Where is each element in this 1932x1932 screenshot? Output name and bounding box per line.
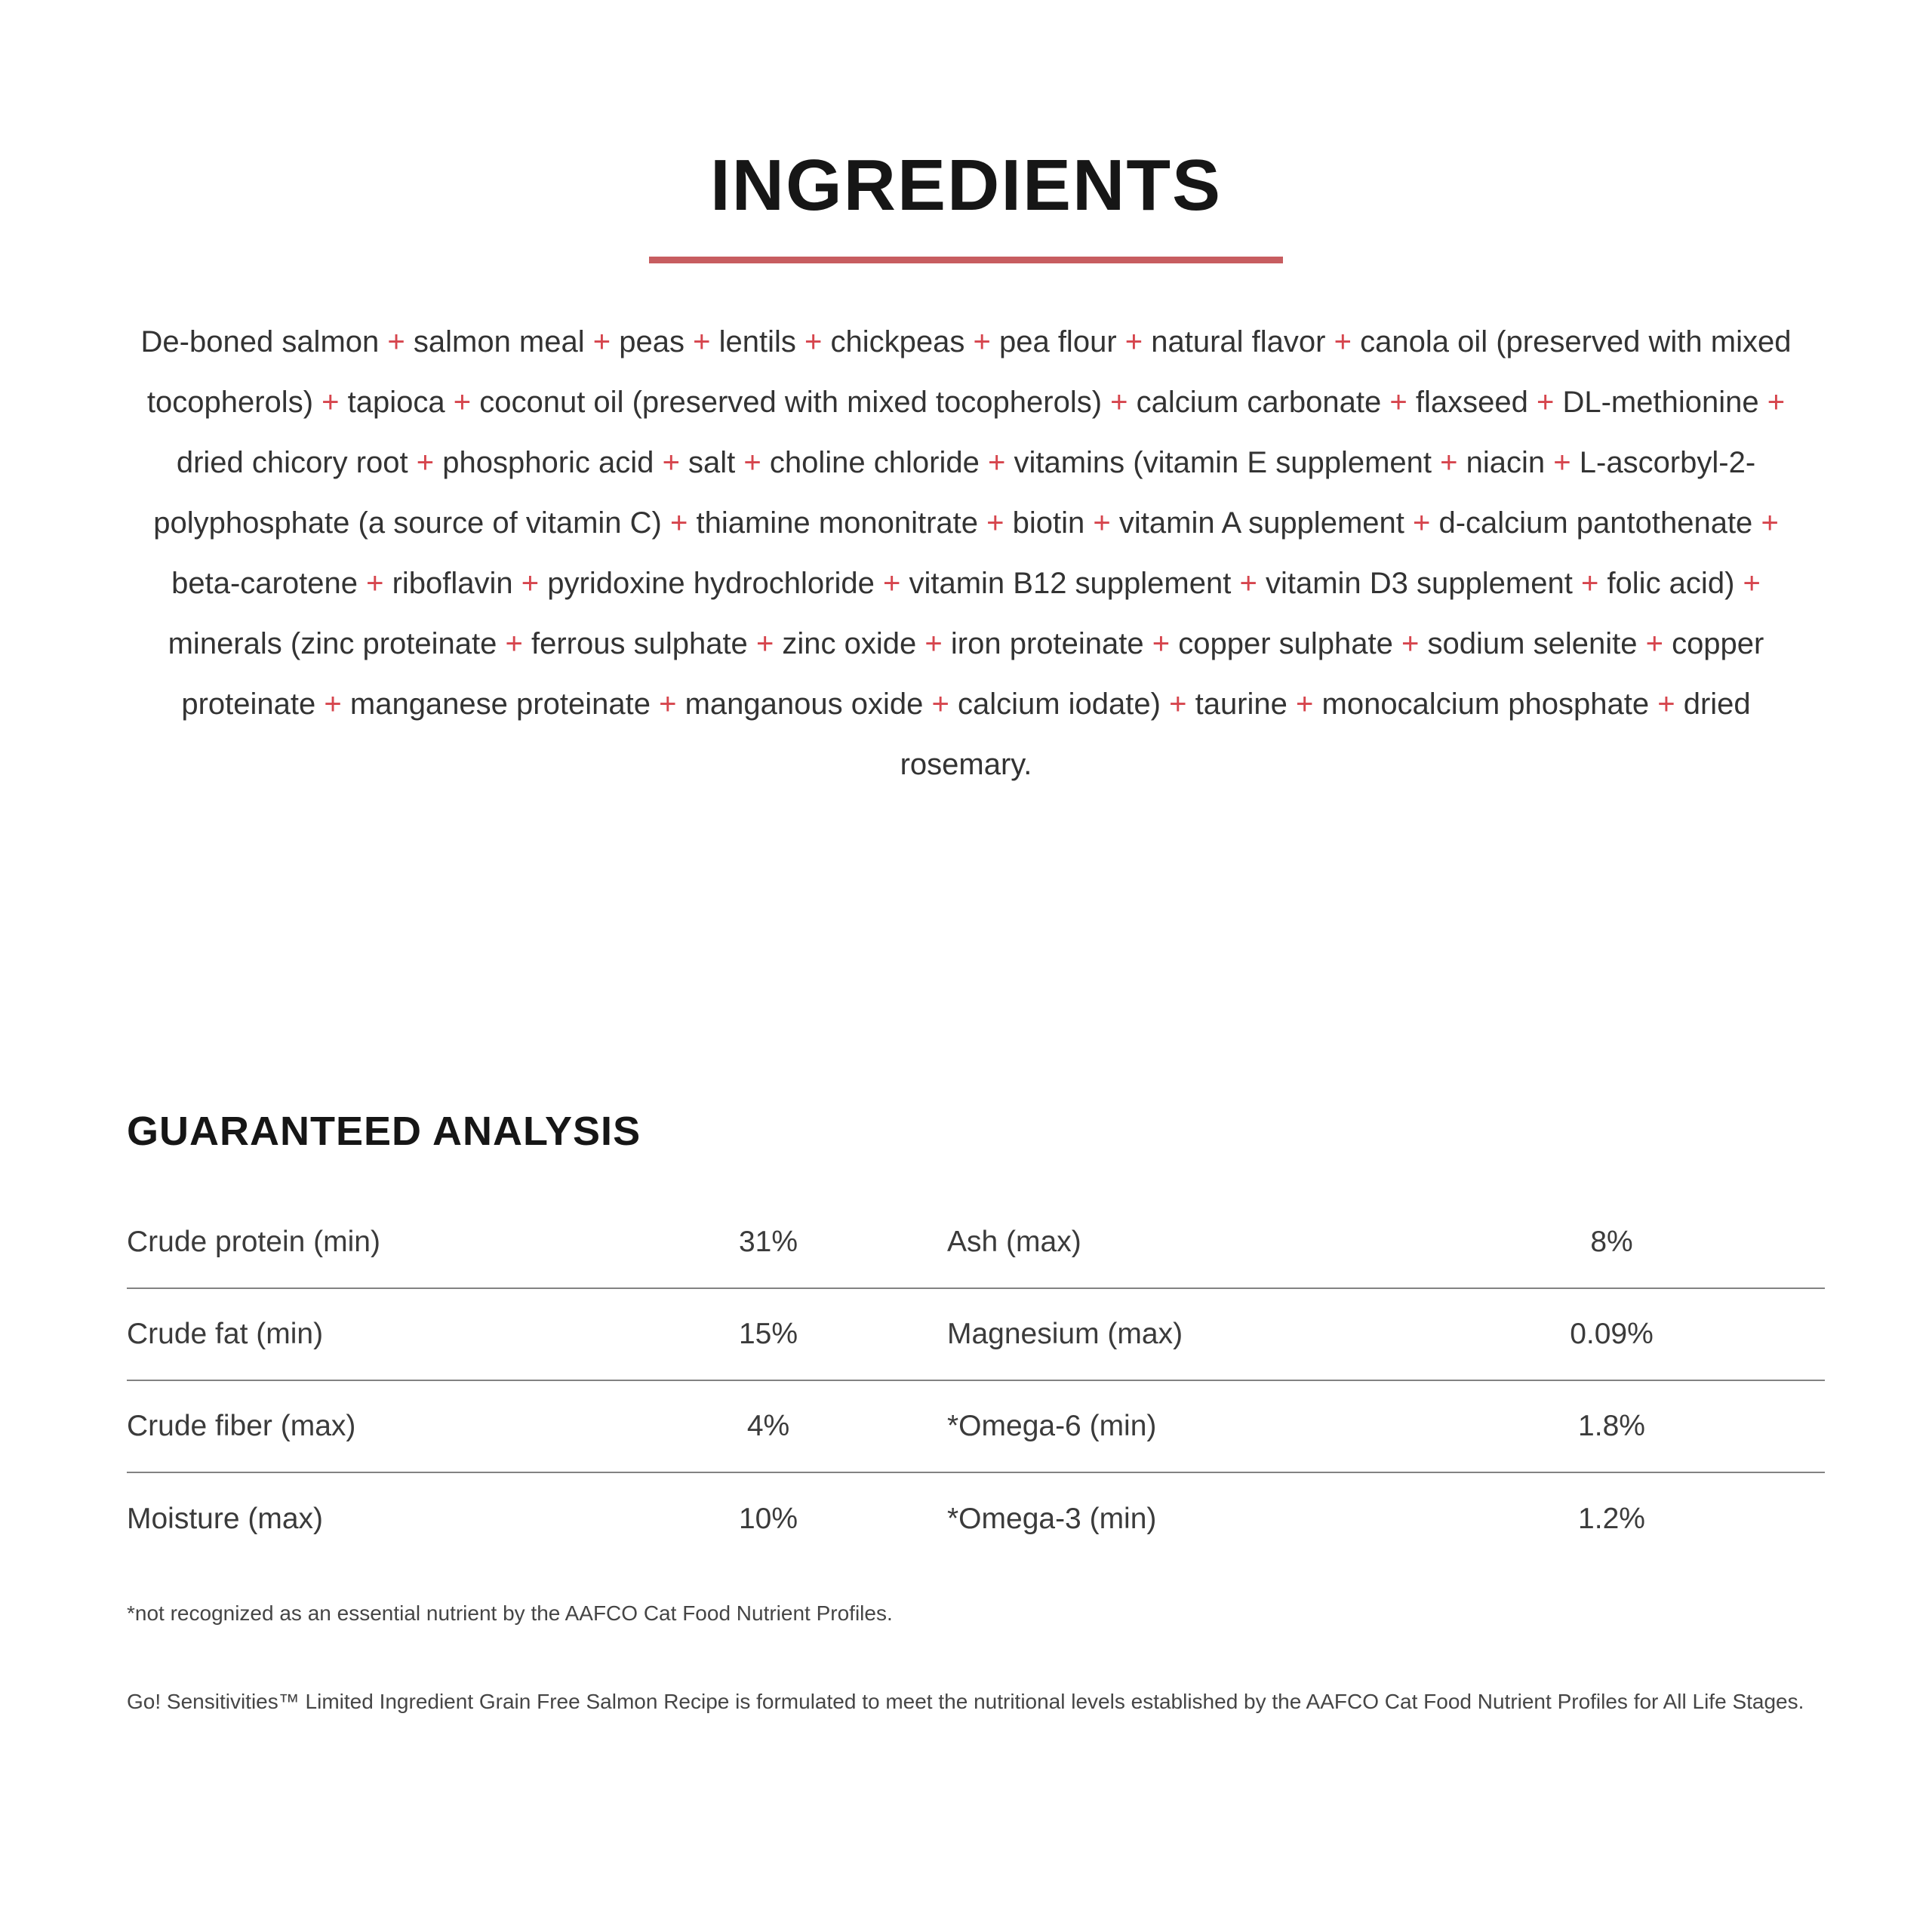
ingredient-item: zinc oxide — [782, 627, 917, 660]
ingredient-item: niacin — [1466, 446, 1546, 479]
ingredients-header — [0, 0, 1932, 263]
ingredient-item: folic acid) — [1607, 567, 1735, 600]
plus-separator: + — [804, 325, 823, 358]
plus-separator: + — [1124, 325, 1143, 358]
plus-separator: + — [1093, 506, 1111, 540]
plus-separator: + — [670, 506, 688, 540]
ingredient-item: vitamin D3 supplement — [1265, 567, 1573, 600]
nutrient-label: Crude protein (min) — [127, 1226, 380, 1258]
analysis-row — [127, 1289, 1825, 1381]
nutrient-value: 1.2% — [1578, 1503, 1645, 1535]
ingredient-item: natural flavor — [1151, 325, 1326, 358]
plus-separator: + — [1401, 627, 1420, 660]
ingredient-item: DL-methionine — [1562, 386, 1759, 419]
ingredient-item: lentils — [718, 325, 796, 358]
ingredient-item: vitamin A supplement — [1118, 506, 1404, 540]
nutrient-value: 8% — [1590, 1226, 1633, 1258]
nutrient-value: 1.8% — [1578, 1410, 1645, 1442]
ingredient-item: manganese proteinate — [349, 688, 651, 721]
ingredient-item: sodium selenite — [1427, 627, 1638, 660]
guaranteed-analysis-title: GUARANTEED ANALYSIS — [127, 1109, 641, 1154]
ingredient-item: copper proteinate — [181, 627, 1764, 721]
ingredient-item: monocalcium phosphate — [1321, 688, 1650, 721]
plus-separator: + — [973, 325, 991, 358]
ingredient-item: thiamine mononitrate — [696, 506, 979, 540]
ingredient-item: vitamins (vitamin E supplement — [1014, 446, 1432, 479]
plus-separator: + — [1553, 446, 1571, 479]
ingredient-item: pyridoxine hydrochloride — [547, 567, 875, 600]
plus-separator: + — [1440, 446, 1458, 479]
plus-separator: + — [1413, 506, 1431, 540]
ingredient-item: canola oil (preserved with mixed tocopherols) — [146, 325, 1792, 419]
plus-separator: + — [1536, 386, 1555, 419]
formulation-statement: Go! Sensitivities™ Limited Ingredient Grain Free Salmon Recipe is formulated to meet the nutritional levels established by the AAFCO Cat Food Nutrient Profiles for All Life Stages. — [127, 1690, 1804, 1713]
plus-separator: + — [882, 567, 901, 600]
ingredient-item: manganous oxide — [685, 688, 924, 721]
plus-separator: + — [1761, 506, 1779, 540]
plus-separator: + — [662, 446, 680, 479]
ingredients-paragraph — [117, 312, 1815, 795]
ingredient-item: calcium carbonate — [1136, 386, 1382, 419]
plus-separator: + — [659, 688, 677, 721]
ingredient-item: biotin — [1012, 506, 1085, 540]
plus-separator: + — [1580, 567, 1599, 600]
plus-separator: + — [321, 386, 340, 419]
ingredient-item: pea flour — [998, 325, 1117, 358]
ingredient-item: calcium iodate) — [957, 688, 1161, 721]
plus-separator: + — [366, 567, 384, 600]
plus-separator: + — [416, 446, 435, 479]
plus-separator: + — [1334, 325, 1352, 358]
ingredient-item: salmon meal — [413, 325, 585, 358]
ingredient-item: iron proteinate — [950, 627, 1144, 660]
plus-separator: + — [1657, 688, 1675, 721]
plus-separator: + — [743, 446, 761, 479]
plus-separator: + — [1645, 627, 1663, 660]
ingredient-item: tapioca — [347, 386, 445, 419]
nutrient-value: 10% — [738, 1503, 798, 1535]
ingredient-item: coconut oil (preserved with mixed tocopherols) — [479, 386, 1103, 419]
ingredient-item: flaxseed — [1415, 386, 1528, 419]
ingredient-item: copper sulphate — [1178, 627, 1393, 660]
analysis-row — [127, 1197, 1825, 1289]
ingredient-item: peas — [619, 325, 685, 358]
ingredient-item: salt — [688, 446, 736, 479]
ingredient-item: taurine — [1195, 688, 1287, 721]
ingredient-item: minerals (zinc proteinate — [168, 627, 497, 660]
plus-separator: + — [755, 627, 774, 660]
plus-separator: + — [1389, 386, 1407, 419]
plus-separator: + — [592, 325, 611, 358]
plus-separator: + — [453, 386, 472, 419]
guaranteed-analysis-section — [127, 1111, 1825, 1719]
nutrient-label: *Omega-3 (min) — [947, 1503, 1157, 1535]
nutrient-label: *Omega-6 (min) — [947, 1410, 1157, 1442]
ingredient-item: ferrous sulphate — [531, 627, 748, 660]
plus-separator: + — [1110, 386, 1128, 419]
plus-separator: + — [1169, 688, 1187, 721]
plus-separator: + — [505, 627, 523, 660]
plus-separator: + — [987, 446, 1006, 479]
nutrient-label: Crude fat (min) — [127, 1318, 324, 1350]
ingredient-item: L-ascorbyl-2-polyphosphate (a source of vitamin C) — [153, 446, 1756, 540]
plus-separator: + — [1767, 386, 1786, 419]
plus-separator: + — [387, 325, 405, 358]
ingredient-item: chickpeas — [830, 325, 965, 358]
ingredient-item: phosphoric acid — [442, 446, 654, 479]
analysis-row — [127, 1381, 1825, 1473]
title-underline-rule — [649, 257, 1283, 263]
ingredients-title: INGREDIENTS — [709, 145, 1223, 226]
aafco-footnote: *not recognized as an essential nutrient by the AAFCO Cat Food Nutrient Profiles. — [127, 1601, 893, 1625]
plus-separator: + — [1296, 688, 1314, 721]
ingredient-item: vitamin B12 supplement — [909, 567, 1232, 600]
nutrient-value: 4% — [746, 1410, 790, 1442]
ingredient-item: De-boned salmon — [140, 325, 380, 358]
ingredient-item: d-calcium pantothenate — [1438, 506, 1753, 540]
ingredient-item: choline chloride — [769, 446, 980, 479]
plus-separator: + — [324, 688, 342, 721]
ingredient-item: beta-carotene — [171, 567, 358, 600]
plus-separator: + — [986, 506, 1004, 540]
guaranteed-analysis-table — [127, 1197, 1825, 1565]
ingredient-item: dried chicory root — [176, 446, 408, 479]
nutrient-value: 0.09% — [1570, 1318, 1654, 1350]
nutrient-label: Moisture (max) — [127, 1503, 324, 1535]
plus-separator: + — [924, 627, 943, 660]
nutrient-label: Crude fiber (max) — [127, 1410, 356, 1442]
nutrient-value: 15% — [738, 1318, 798, 1350]
nutrient-value: 31% — [738, 1226, 798, 1258]
ingredient-item: riboflavin — [392, 567, 513, 600]
plus-separator: + — [931, 688, 949, 721]
analysis-row — [127, 1473, 1825, 1565]
nutrient-label: Magnesium (max) — [947, 1318, 1183, 1350]
ingredient-item: dried rosemary. — [900, 688, 1751, 781]
plus-separator: + — [693, 325, 711, 358]
plus-separator: + — [1239, 567, 1257, 600]
plus-separator: + — [1743, 567, 1761, 600]
plus-separator: + — [1152, 627, 1171, 660]
nutrient-label: Ash (max) — [947, 1226, 1081, 1258]
plus-separator: + — [521, 567, 540, 600]
